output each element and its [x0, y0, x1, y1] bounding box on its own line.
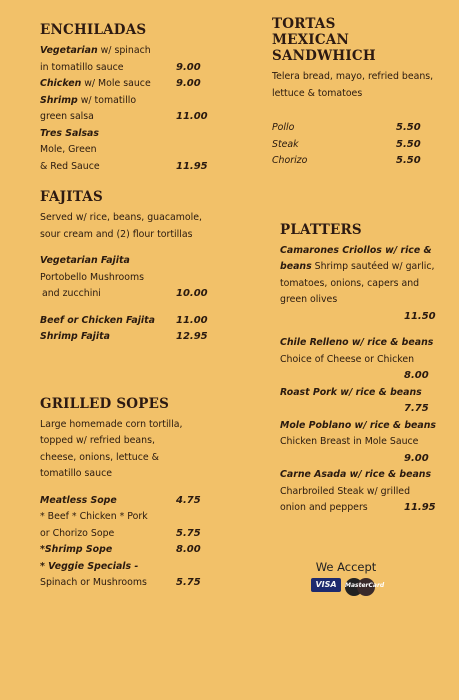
description: Telera bread, mayo, refried beans,: [272, 71, 434, 82]
enchiladas-title: ENCHILADAS: [40, 22, 147, 38]
menu-item: Shrimp w/ tomatillo: [40, 94, 137, 106]
grilled-sopes-section: [40, 396, 220, 592]
menu-item: * Veggie Specials -: [40, 560, 139, 572]
description: cheese, onions, lettuce &: [40, 451, 159, 463]
platters-title: PLATTERS: [280, 221, 362, 238]
menu-item: * Beef * Chicken * Pork: [40, 511, 148, 522]
enchiladas-section: [40, 22, 220, 175]
menu-item: [280, 451, 444, 468]
price: 4.75: [176, 494, 201, 506]
price: 10.00: [176, 288, 208, 299]
platters-section: [272, 222, 444, 517]
menu-item: onion and peppers 11.95: [280, 500, 444, 517]
description: Large homemade corn tortilla,: [40, 418, 183, 430]
menu-item: [280, 368, 444, 385]
menu-item: & Red Sauce 11.95: [40, 159, 220, 176]
menu-item: [280, 401, 444, 418]
description: green olives: [280, 294, 338, 305]
menu-item: Shrimp Fajita 12.95: [40, 329, 220, 346]
price: 11.50: [404, 310, 436, 322]
menu-item: in tomatillo sauce 9.00: [40, 60, 220, 77]
menu-item: Mole Poblano w/ rice & beans: [280, 419, 437, 431]
visa-logo-icon: VISA: [311, 578, 341, 592]
description: sour cream and (2) flour tortillas: [40, 228, 193, 240]
menu-item: Camarones Criollos w/ rice &: [280, 244, 432, 256]
description: tomatillo sauce: [40, 468, 112, 479]
menu-item: green salsa 11.00: [40, 109, 220, 126]
menu-item: Mole, Green: [40, 144, 97, 155]
tortas-section: [272, 16, 444, 170]
menu-item: beans Shrimp sautéed w/ garlic,: [280, 261, 435, 272]
sopes-title: GRILLED SOPES: [40, 395, 170, 412]
menu-item: Vegetarian Fajita: [40, 255, 130, 266]
price: 5.75: [176, 577, 201, 588]
menu-item: Carne Asada w/ rice & beans: [280, 469, 432, 480]
price: 5.50: [396, 122, 421, 133]
menu-item: Chorizo 5.50: [272, 153, 444, 170]
payment-methods: [306, 560, 386, 596]
menu-item: Meatless Sope 4.75: [40, 493, 220, 510]
price: 11.95: [176, 160, 208, 172]
price: 11.95: [404, 502, 436, 513]
menu-item: Beef or Chicken Fajita 11.00: [40, 313, 220, 330]
fajitas-title: FAJITAS: [40, 189, 103, 205]
fajitas-section: [40, 189, 220, 346]
menu-item: Spinach or Mushrooms 5.75: [40, 575, 220, 592]
description: Served w/ rice, beans, guacamole,: [40, 212, 202, 223]
menu-item: Roast Pork w/ rice & beans: [280, 386, 422, 398]
price: 11.00: [176, 111, 208, 122]
description: Charbroiled Steak w/ grilled: [280, 485, 411, 497]
description: Chicken Breast in Mole Sauce: [280, 436, 419, 447]
menu-item: Steak 5.50: [272, 137, 444, 154]
description: topped w/ refried beans,: [40, 435, 155, 446]
left-column: [40, 22, 220, 592]
mastercard-logo-icon: MasterCard: [345, 578, 381, 596]
price: 7.75: [404, 403, 429, 414]
price: 5.50: [396, 138, 421, 150]
menu-item: Chicken w/ Mole sauce 9.00: [40, 76, 220, 93]
menu-item: [280, 309, 444, 326]
menu-item: *Shrimp Sope 8.00: [40, 542, 220, 559]
menu-item: or Chorizo Sope 5.75: [40, 526, 220, 543]
menu-item: Pollo 5.50: [272, 120, 444, 137]
price: 5.75: [176, 527, 201, 539]
description: Choice of Cheese or Chicken: [280, 353, 415, 365]
tortas-title: TORTAS: [272, 16, 336, 32]
menu-item: Chile Relleno w/ rice & beans: [280, 337, 434, 348]
tortas-subtitle: MEXICAN SANDWHICH: [272, 32, 376, 64]
right-column: [272, 16, 444, 517]
we-accept-label: We Accept: [315, 560, 377, 574]
menu-item: Tres Salsas: [40, 127, 99, 139]
price: 9.00: [176, 61, 201, 73]
price: 5.50: [396, 155, 421, 166]
price: 8.00: [176, 544, 201, 555]
price: 12.95: [176, 331, 208, 342]
price: 9.00: [404, 452, 429, 464]
menu-item: and zucchini 10.00: [40, 286, 220, 303]
price: 8.00: [404, 370, 429, 381]
price: 11.00: [176, 314, 208, 326]
description: tomatoes, onions, capers and: [280, 277, 420, 289]
description: lettuce & tomatoes: [272, 87, 363, 99]
price: 9.00: [176, 78, 201, 89]
menu-item: Vegetarian w/ spinach: [40, 45, 151, 56]
description: Portobello Mushrooms: [40, 271, 144, 283]
